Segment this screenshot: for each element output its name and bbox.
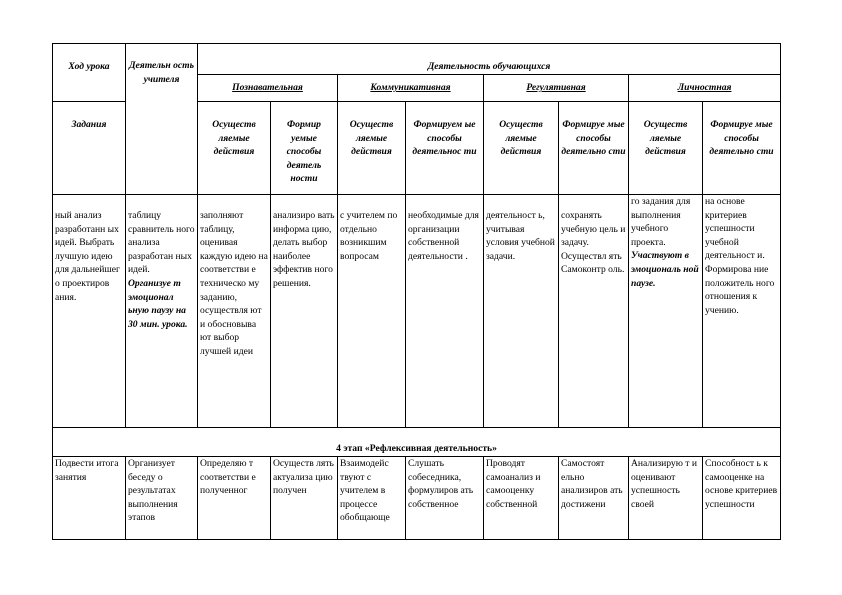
header-teacher-activity: Деятельн ость учителя [126, 44, 198, 195]
row1-personal-methods: на основе критериев успешности учебной деятельност и. Формирова ние положитель ного отношения к учению. [703, 195, 781, 428]
row1-regulatory-actions: деятельност ь, учитывая условия учебной задачи. [484, 195, 559, 428]
subhead-personal-actions: Осуществ ляемые действия [629, 102, 703, 195]
row1-communicative-methods: необходимые для организации собственной деятельности . [406, 195, 484, 428]
header-row-1 [53, 44, 781, 75]
header-lesson-flow: Ход урока [53, 44, 126, 102]
row1-personal-actions [629, 195, 703, 428]
subhead-regulatory-methods: Формируе мые способы деятельно сти [559, 102, 629, 195]
group-personal: Личностная [629, 75, 781, 102]
row1-tasks: ный анализ разработанн ых идей. Выбрать лучшую идею для дальнейшег о проектиров ания. [53, 195, 126, 428]
stage-title: 4 этап «Рефлексивная деятельность» [53, 428, 781, 457]
subhead-cognitive-methods: Формир уемые способы деятель ности [271, 102, 338, 195]
table-row [53, 457, 781, 540]
row2-regulatory-actions: Проводят самоанализ и самооценку собственной [484, 457, 559, 540]
header-tasks: Задания [53, 102, 126, 195]
row2-communicative-methods: Слушать собеседника, формулиров ать собственное [406, 457, 484, 540]
row1-cognitive-actions: заполняют таблицу, оценивая каждую идею на соответстви е техническо му заданию, осуществля ют и обосновыва ют выбор лучшей идеи [198, 195, 271, 428]
row1-communicative-actions: с учителем по отдельно возникшим вопросам [338, 195, 406, 428]
group-cognitive: Познавательная [198, 75, 338, 102]
header-student-activity: Деятельность обучающихся [198, 44, 781, 75]
row1-regulatory-methods: сохранять учебную цель и задачу. Осуществл ять Самоконтр оль. [559, 195, 629, 428]
lesson-plan-table [52, 43, 781, 540]
row1-teacher-pause: Организуе т эмоционал ьную паузу на 30 мин. урока. [128, 277, 188, 330]
subhead-personal-methods: Формируе мые способы деятельно сти [703, 102, 781, 195]
row1-personal-pause: Участвуют в эмоциональ ной паузе. [631, 250, 699, 289]
group-regulatory: Регулятивная [484, 75, 629, 102]
table-row [53, 195, 781, 428]
row2-cognitive-methods: Осуществ лять актуализа цию получен [271, 457, 338, 540]
subhead-communicative-methods: Формируем ые способы деятельнос ти [406, 102, 484, 195]
row2-personal-actions: Анализирую т и оценивают успешность своей [629, 457, 703, 540]
row1-personal-text: го задания для выполнения учебного проекта. [631, 196, 691, 248]
row2-communicative-actions: Взаимодейс твуют с учителем в процессе обобщающе [338, 457, 406, 540]
row2-teacher: Организует беседу о результатах выполнения этапов [126, 457, 198, 540]
subhead-regulatory-actions: Осуществ ляемые действия [484, 102, 559, 195]
row2-cognitive-actions: Определяю т соответстви е полученног [198, 457, 271, 540]
stage-row [53, 428, 781, 457]
row2-tasks: Подвести итога занятия [53, 457, 126, 540]
row1-cognitive-methods: анализиро вать информа цию, делать выбор наиболее эффектив ного решения. [271, 195, 338, 428]
row1-teacher-text: таблицу сравнитель ного анализа разработан ных идей. [128, 210, 195, 276]
row1-teacher [126, 195, 198, 428]
row2-personal-methods: Способност ь к самооценке на основе критериев успешности [703, 457, 781, 540]
subhead-cognitive-actions: Осуществ ляемые действия [198, 102, 271, 195]
group-communicative: Коммуникативная [338, 75, 484, 102]
row2-regulatory-methods: Самостоят ельно анализиров ать достижени [559, 457, 629, 540]
subhead-communicative-actions: Осуществ ляемые действия [338, 102, 406, 195]
